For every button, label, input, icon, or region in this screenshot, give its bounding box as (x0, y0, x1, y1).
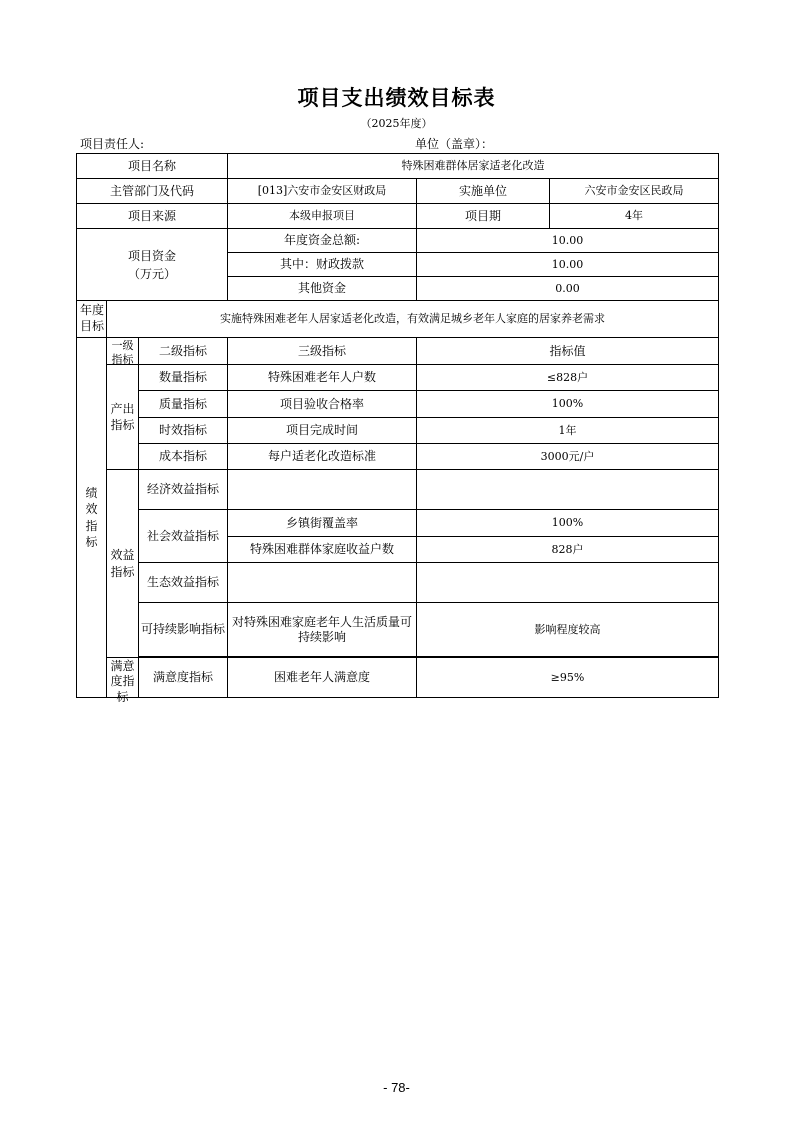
impl-unit-label: 实施单位 (417, 179, 550, 204)
perf-header-value: 指标值 (417, 338, 719, 365)
econ-value (417, 470, 719, 510)
satisfy-label-text: 满意度指标 (110, 658, 135, 704)
funds-total-value: 10.00 (417, 229, 719, 253)
output-level2: 时效指标 (139, 418, 228, 444)
perf-label (77, 338, 107, 698)
social-level3: 特殊困难群体家庭收益户数 (228, 537, 417, 563)
perf-header-level3: 三级指标 (228, 338, 417, 365)
perf-label-text: 绩效指标 (85, 486, 98, 549)
goal-text: 实施特殊困难老年人居家适老化改造，有效满足城乡老年人家庭的居家养老需求 (107, 301, 719, 338)
page-number: - 78- (383, 1080, 410, 1095)
responsible-label: 项目责任人: (80, 137, 145, 151)
eco-level2: 生态效益指标 (139, 563, 228, 603)
performance-table (76, 153, 719, 704)
funds-label (77, 229, 228, 301)
funds-total-label: 年度资金总额: (228, 229, 417, 253)
output-level3: 项目完成时间 (228, 418, 417, 444)
econ-level2: 经济效益指标 (139, 470, 228, 510)
output-value: 100% (417, 391, 719, 418)
goal-label-text: 年度目标 (79, 303, 104, 333)
perf-header-level1 (107, 338, 139, 365)
year-label: （2025年度） (360, 117, 433, 130)
funds-other-label: 其他资金 (228, 277, 417, 301)
social-value: 828户 (417, 537, 719, 563)
funds-fiscal-label: 其中：财政拨款 (228, 253, 417, 277)
satisfy-value: ≥95% (417, 658, 719, 698)
dept-value: [013]六安市金安区财政局 (228, 179, 417, 204)
output-level2: 质量指标 (139, 391, 228, 418)
project-name-value: 特殊困难群体居家适老化改造 (228, 154, 719, 179)
output-level3: 特殊困难老年人户数 (228, 365, 417, 391)
impl-unit-value: 六安市金安区民政局 (550, 179, 719, 204)
goal-label (77, 301, 107, 338)
social-level2: 社会效益指标 (139, 510, 228, 563)
satisfy-label (107, 658, 139, 704)
social-level3: 乡镇街覆盖率 (228, 510, 417, 537)
output-label (107, 365, 139, 470)
econ-level3 (228, 470, 417, 510)
perf-header-level1-text: 一级指标 (111, 339, 134, 366)
dept-label: 主管部门及代码 (77, 179, 228, 204)
funds-fiscal-value: 10.00 (417, 253, 719, 277)
funds-other-value: 0.00 (417, 277, 719, 301)
perf-header-level2: 二级指标 (139, 338, 228, 365)
source-value: 本级申报项目 (228, 204, 417, 229)
satisfy-level3: 困难老年人满意度 (228, 658, 417, 698)
sustain-value: 影响程度较高 (417, 603, 719, 657)
benefit-label (107, 470, 139, 658)
output-level3: 项目验收合格率 (228, 391, 417, 418)
eco-value (417, 563, 719, 603)
project-name-label: 项目名称 (77, 154, 228, 179)
period-value: 4年 (550, 204, 719, 229)
output-value: ≤828户 (417, 365, 719, 391)
output-value: 1年 (417, 418, 719, 444)
eco-level3 (228, 563, 417, 603)
unit-label: 单位（盖章）： (415, 137, 494, 151)
output-value: 3000元/户 (417, 444, 719, 470)
satisfy-level2: 满意度指标 (139, 658, 228, 698)
source-label: 项目来源 (77, 204, 228, 229)
sustain-level2: 可持续影响指标 (139, 603, 228, 657)
output-label-text: 产出指标 (110, 401, 135, 432)
social-value: 100% (417, 510, 719, 537)
output-level2: 成本指标 (139, 444, 228, 470)
benefit-label-text: 效益指标 (110, 548, 135, 579)
sustain-level3: 对特殊困难家庭老年人生活质量可持续影响 (228, 603, 417, 657)
output-level3: 每户适老化改造标准 (228, 444, 417, 470)
page-title: 项目支出绩效目标表 (297, 86, 496, 110)
funds-label-text: 项目资金（万元） (127, 248, 176, 281)
output-level2: 数量指标 (139, 365, 228, 391)
period-label: 项目期 (417, 204, 550, 229)
